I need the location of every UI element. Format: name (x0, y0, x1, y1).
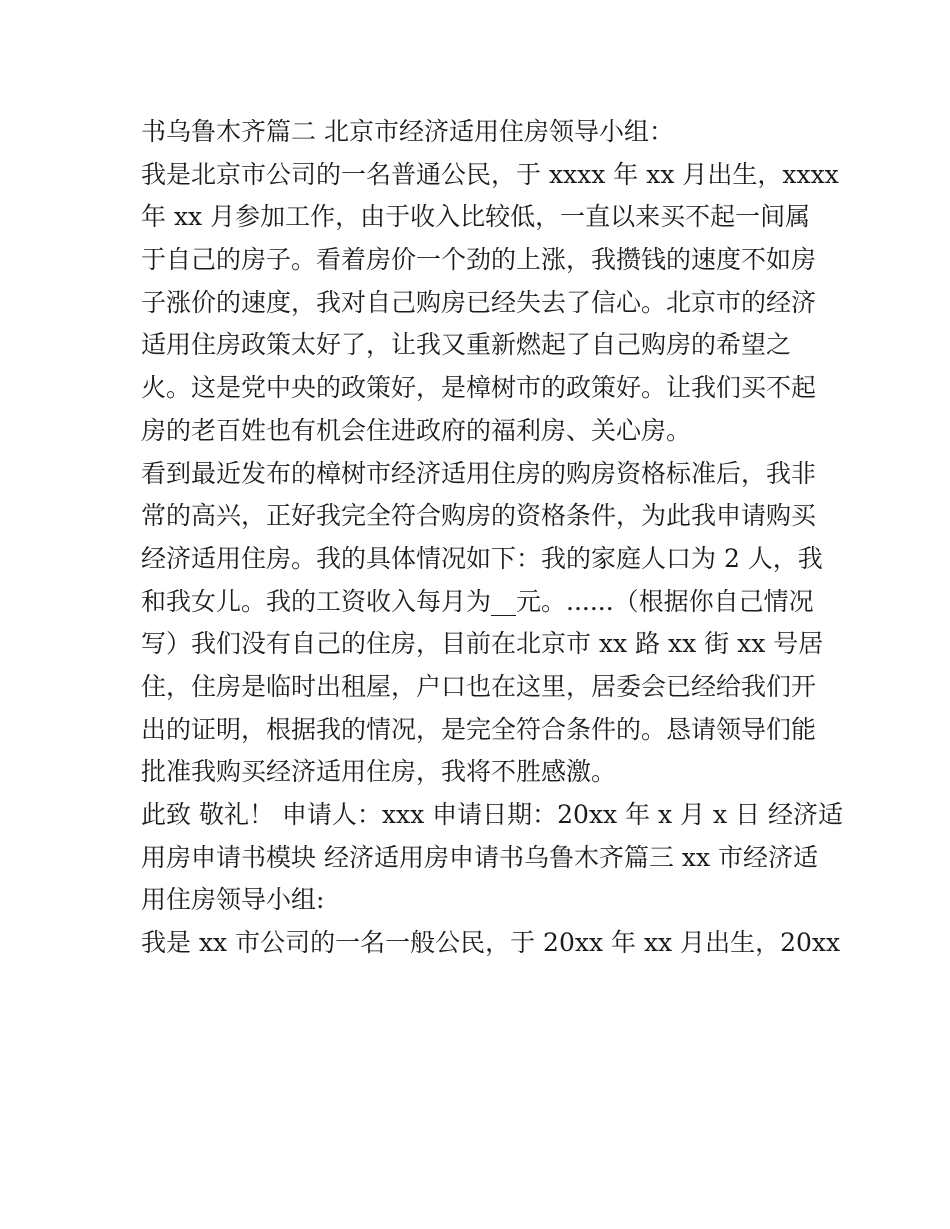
text-line: 于自己的房子。看着房价一个劲的上涨，我攒钱的速度不如房 (141, 245, 817, 275)
text-line: 写）我们没有自己的住房，目前在北京市 xx 路 xx 街 xx 号居 (141, 629, 824, 659)
document-body (141, 111, 844, 965)
text-line: 我是北京市公司的一名普通公民，于 xxxx 年 xx 月出生，xxxx (141, 159, 839, 189)
paragraph (141, 453, 824, 795)
text-line: 住，住房是临时出租屋，户口也在这里，居委会已经给我们开 (141, 671, 817, 701)
text-line: 我是 xx 市公司的一名一般公民，于 20xx 年 xx 月出生，20xx (141, 928, 841, 958)
text-line: 子涨价的速度，我对自己购房已经失去了信心。北京市的经济 (141, 287, 817, 317)
text-line: 经济适用住房。我的具体情况如下：我的家庭人口为 2 人，我 (141, 543, 823, 573)
text-line: 书乌鲁木齐篇二 北京市经济适用住房领导小组： (141, 117, 674, 146)
text-line: 此致 敬礼！ 申请人：xxx 申请日期：20xx 年 x 月 x 日 经济适 (141, 800, 844, 829)
text-line: 看到最近发布的樟树市经济适用住房的购房资格标准后，我非 (141, 458, 817, 488)
text-line: 年 xx 月参加工作，由于收入比较低，一直以来买不起一间属 (141, 202, 811, 232)
text-line: 批准我购买经济适用住房，我将不胜感激。 (141, 757, 617, 787)
text-line: 用住房领导小组: (141, 885, 325, 915)
text-line: 用房申请书模块 经济适用房申请书乌鲁木齐篇三 xx 市经济适 (141, 842, 819, 872)
text-line: 和我女儿。我的工资收入每月为__元。......（根据你自己情况 (141, 586, 814, 616)
text-line: 出的证明，根据我的情况，是完全符合条件的。恳请领导们能 (141, 714, 817, 744)
paragraph (141, 154, 839, 453)
paragraph (141, 922, 841, 965)
text-line: 常的高兴，正好我完全符合购房的资格条件，为此我申请购买 (141, 501, 817, 531)
text-line: 火。这是党中央的政策好，是樟树市的政策好。让我们买不起 (141, 373, 817, 403)
text-line: 适用住房政策太好了，让我又重新燃起了自己购房的希望之 (141, 330, 792, 360)
text-line: 房的老百姓也有机会住进政府的福利房、关心房。 (141, 415, 692, 445)
paragraph (141, 794, 844, 922)
paragraph (141, 111, 821, 154)
